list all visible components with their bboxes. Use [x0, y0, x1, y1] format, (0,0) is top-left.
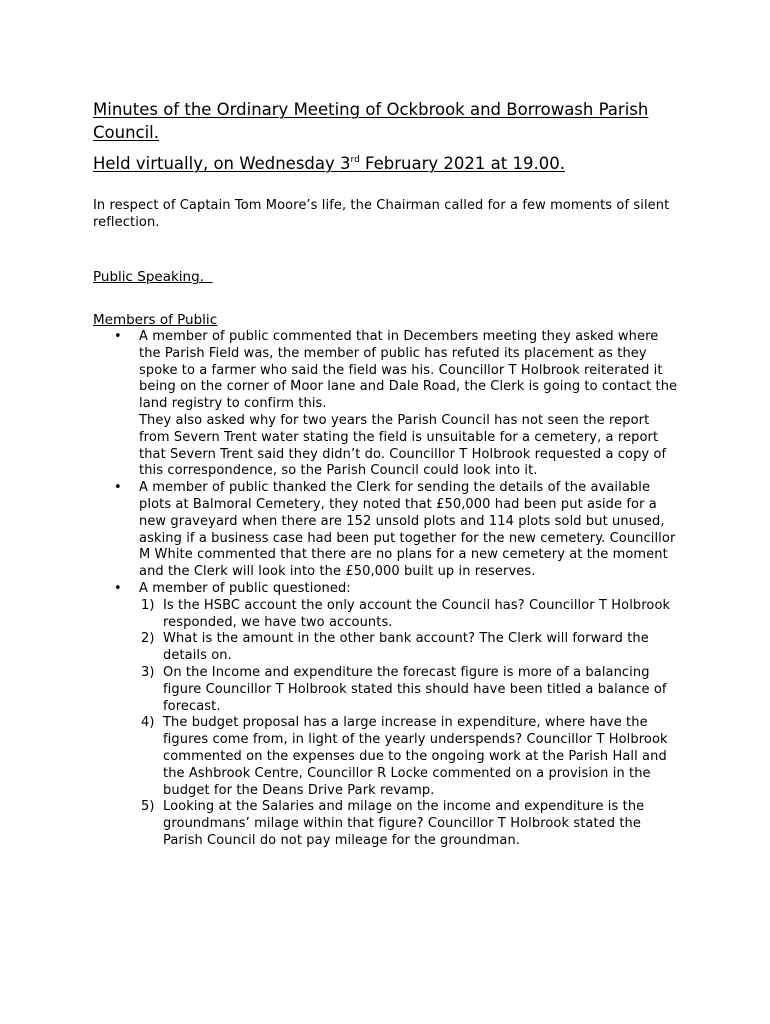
numbered-text: Looking at the Salaries and milage on the income and expenditure is the groundmans’ milage within that figure? Councillor T Holbrook stated the Parish Council do not pay mileage for the groundman. — [163, 799, 645, 848]
bullet-icon: • — [114, 580, 122, 596]
numbered-marker: 2) — [141, 631, 155, 647]
numbered-item-5 — [93, 799, 683, 849]
numbered-text: What is the amount in the other bank account? The Clerk will forward the details on. — [163, 631, 649, 664]
bullet-2-paragraph-1: A member of public thanked the Clerk for sending the details of the available plots at Balmoral Cemetery, they noted that £50,000 had been put aside for a new graveyard when there are 152 unsold plots and 114 plots sold but unused, asking if a business case had been put together for the new cemetery. Councillor M White commented that there are no plans for a new cemetery at the moment and the Clerk will look into the £50,000 built up in reserves. — [139, 480, 676, 580]
public-speaking-heading: Public Speaking. — [93, 269, 213, 285]
minutes-page — [93, 98, 683, 850]
numbered-marker: 1) — [141, 597, 155, 613]
held-suffix: February 2021 at 19.00. — [359, 154, 565, 173]
numbered-marker: 3) — [141, 664, 155, 680]
bullet-item-3 — [93, 581, 683, 598]
bullet-1-paragraph-2: They also asked why for two years the Parish Council has not seen the report from Severn Trent water stating the field is unsuitable for a cemetery, a report that Severn Trent said they didn’t do. Councillor T Holbrook requested a copy of this correspondence, so the Parish Council could look into it. — [139, 412, 667, 479]
meeting-date-heading — [93, 152, 683, 175]
numbered-item-4 — [93, 715, 683, 799]
held-superscript: rd — [350, 155, 360, 165]
numbered-text: On the Income and expenditure the forecast figure is more of a balancing figure Councillor T Holbrook stated this should have been titled a balance of forecast. — [163, 664, 667, 714]
bullet-3-paragraph-1: A member of public questioned: — [139, 580, 351, 596]
numbered-item-1 — [93, 598, 683, 632]
numbered-marker: 4) — [141, 715, 155, 731]
numbered-text: Is the HSBC account the only account the Council has? Councillor T Holbrook responded, we have two accounts. — [163, 597, 671, 630]
questions-numbered-list — [93, 598, 683, 850]
held-prefix: Held virtually, on Wednesday 3 — [93, 154, 351, 173]
members-bullet-list — [93, 329, 683, 598]
bullet-icon: • — [114, 329, 122, 344]
bullet-item-1 — [93, 329, 683, 480]
members-of-public-heading: Members of Public — [93, 312, 218, 328]
intro-paragraph: In respect of Captain Tom Moore’s life, the Chairman called for a few moments of silent reflection. — [93, 198, 670, 230]
numbered-item-3 — [93, 665, 683, 715]
numbered-marker: 5) — [141, 799, 155, 815]
bullet-item-2 — [93, 480, 683, 581]
document-title: Minutes of the Ordinary Meeting of Ockbrook and Borrowash Parish Council. — [93, 100, 649, 142]
numbered-item-2 — [93, 631, 683, 665]
bullet-1-paragraph-1: A member of public commented that in Decembers meeting they asked where the Parish Field was, the member of public has refuted its placement as they spoke to a farmer who said the field was his. Councillor T Holbrook reiterated it being on the corner of Moor lane and Dale Road, the Clerk is going to contact the land registry to confirm this. — [139, 329, 678, 412]
bullet-icon: • — [114, 480, 122, 496]
numbered-text: The budget proposal has a large increase in expenditure, where have the figures come from, in light of the yearly underspends? Councillor T Holbrook commented on the expenses due to the ongoing work at the Parish Hall and the Ashbrook Centre, Councillor R Locke commented on a provision in the budget for the Deans Drive Park revamp. — [163, 715, 668, 798]
